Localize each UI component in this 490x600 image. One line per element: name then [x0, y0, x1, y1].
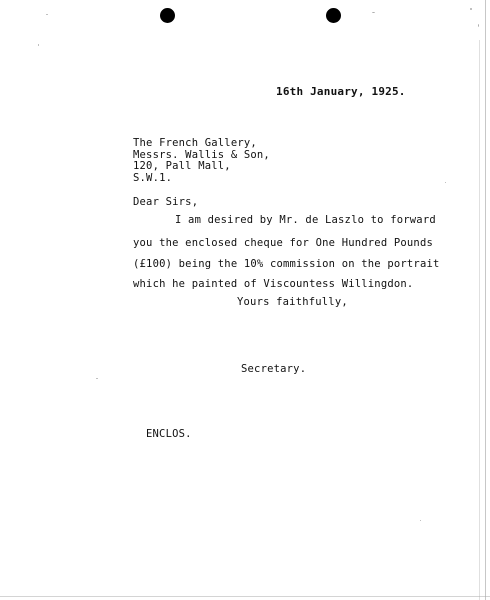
- recipient-address: [133, 138, 270, 184]
- scan-speck: [372, 12, 375, 13]
- scan-speck: [478, 24, 479, 27]
- scan-speck: [420, 520, 421, 521]
- body-line: (£100) being the 10% commission on the portrait: [133, 258, 440, 270]
- page-edge-line-inner: [479, 40, 480, 600]
- scan-speck: [46, 14, 48, 15]
- scan-speck: [445, 182, 446, 183]
- body-line: you the enclosed cheque for One Hundred Pounds: [133, 237, 433, 249]
- recipient-line: The French Gallery,: [133, 137, 257, 149]
- body-line: which he painted of Viscountess Willingdon.: [133, 278, 414, 290]
- signature-line: Secretary.: [241, 363, 307, 375]
- closing: Yours faithfully,: [237, 296, 348, 308]
- scan-speck: [38, 44, 39, 46]
- recipient-line: Messrs. Wallis & Son,: [133, 148, 270, 161]
- page-bottom-edge: [0, 596, 490, 597]
- recipient-line: S.W.1.: [133, 171, 173, 184]
- scan-speck: [470, 8, 472, 10]
- letter-date: 16th January, 1925.: [276, 85, 406, 98]
- recipient-line: 120, Pall Mall,: [133, 160, 231, 172]
- salutation: Dear Sirs,: [133, 196, 199, 208]
- punch-hole-left: [160, 8, 175, 23]
- punch-hole-right: [326, 8, 341, 23]
- body-line: I am desired by Mr. de Laszlo to forward: [175, 214, 436, 226]
- scan-speck: [96, 378, 98, 379]
- enclosure-note: ENCLOS.: [146, 428, 192, 440]
- page-edge-line: [485, 0, 486, 600]
